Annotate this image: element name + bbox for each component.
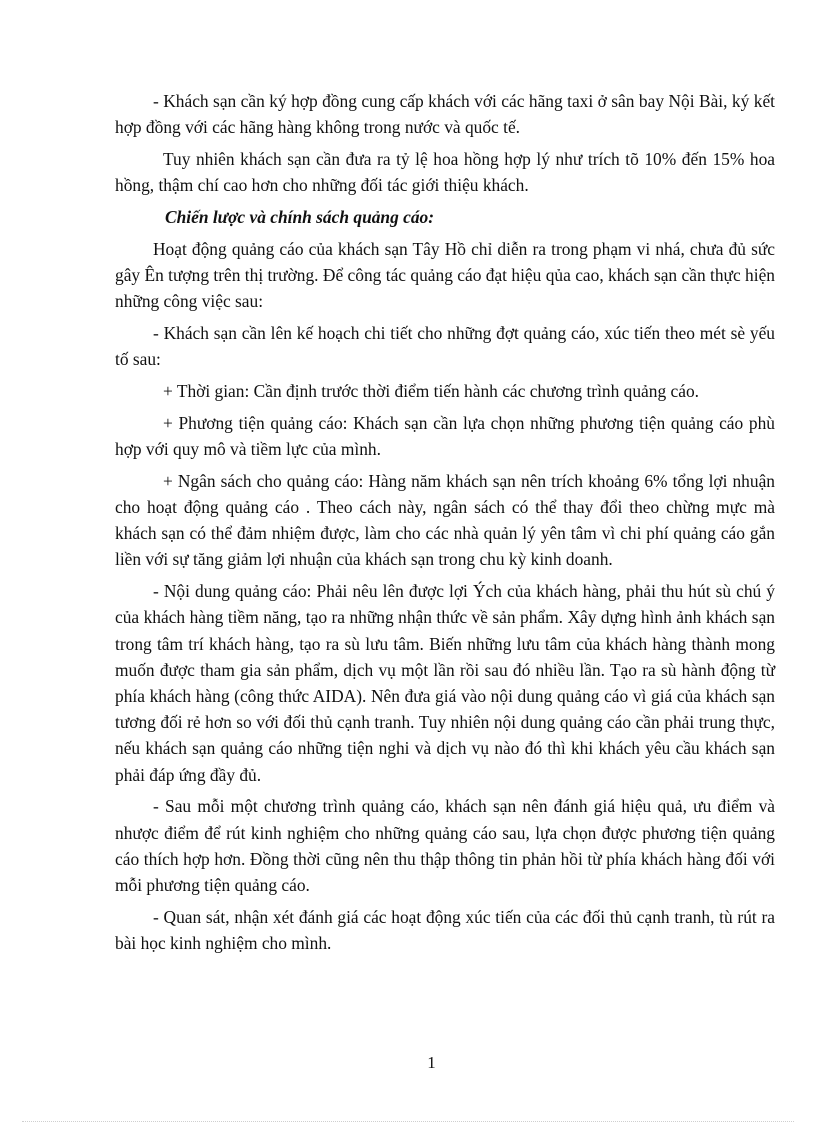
paragraph-content: - Nội dung quảng cáo: Phải nêu lên được lợi Ých của khách hàng, phải thu hút sù chú ý của khách hàng tiềm năng, tạo ra những nhận thức về sản phẩm. Xây dựng hình ảnh khách sạn trong tâm trí khách hàng, tạo ra sù lưu tâm. Biến những lưu tâm của khách hàng thành mong muốn được tham gia sản phẩm, dịch vụ một lần rồi sau đó nhiều lần. Tạo ra sù hành động từ phía khách hàng (công thức AIDA). Nên đưa giá vào nội dung quảng cáo vì giá của khách sạn tương đối rẻ hơn so với đối thủ cạnh tranh. Tuy nhiên nội dung quảng cáo cần phải trung thực, nếu khách sạn quảng cáo những tiện nghi và dịch vụ nào đó thì khi khách yêu cầu khách sạn phải đáp ứng đầy đủ.	[115, 581, 775, 785]
page-number: 1	[427, 1053, 436, 1072]
document-body	[115, 88, 775, 962]
paragraph-budget: + Ngân sách cho quảng cáo: Hàng năm khách sạn nên trích khoảng 6% tổng lợi nhuận cho hoạt động quảng cáo . Theo cách này, ngân sách có thể thay đổi theo chừng mực mà khách sạn có thể đảm nhiệm được, làm cho các nhà quản lý yên tâm vì chi phí quảng cáo gắn liền với sự tăng giảm lợi nhuận của khách sạn trong chu kỳ kinh doanh.	[115, 470, 775, 570]
section-heading-advertising: Chiến lược và chính sách quảng cáo:	[165, 207, 435, 227]
paragraph-commission-rate: Tuy nhiên khách sạn cần đưa ra tỷ lệ hoa hồng hợp lý như trích tõ 10% đến 15% hoa hồng, thậm chí cao hơn cho những đối tác giới thiệu khách.	[115, 149, 775, 196]
paragraph-media: + Phương tiện quảng cáo: Khách sạn cần lựa chọn những phương tiện quảng cáo phù hợp với quy mô và tiềm lực của mình.	[115, 412, 775, 459]
paragraph-competitor-observation: - Quan sát, nhận xét đánh giá các hoạt động xúc tiến của các đối thủ cạnh tranh, tù rút ra bài học kinh nghiệm cho mình.	[115, 906, 775, 954]
paragraph-timing: + Thời gian: Cần định trước thời điểm tiến hành các chương trình quảng cáo.	[163, 381, 699, 401]
paragraph-advertising-overview: Hoạt động quảng cáo của khách sạn Tây Hồ chỉ diễn ra trong phạm vi nhá, chưa đủ sức gây Ên tượng trên thị trường. Để công tác quảng cáo đạt hiệu qủa cao, khách sạn cần thực hiện những công việc sau:	[115, 238, 775, 312]
paragraph-detailed-plan: - Khách sạn cần lên kế hoạch chi tiết cho những đợt quảng cáo, xúc tiến theo mét sè yếu tố sau:	[115, 323, 775, 370]
paragraph-taxi-contracts: - Khách sạn cần ký hợp đồng cung cấp khách với các hãng taxi ở sân bay Nội Bài, ký kết hợp đồng với các hãng hàng không trong nước và quốc tế.	[115, 91, 775, 138]
paragraph-evaluation: - Sau mỗi một chương trình quảng cáo, khách sạn nên đánh giá hiệu quả, ưu điểm và nhược điểm để rút kinh nghiệm cho những quảng cáo sau, lựa chọn được phương tiện quảng cáo thích hợp hơn. Đồng thời cũng nên thu thập thông tin phản hồi từ phía khách hàng đối với mỗi phương tiện quảng cáo.	[115, 796, 775, 896]
footer-divider	[22, 1121, 794, 1122]
